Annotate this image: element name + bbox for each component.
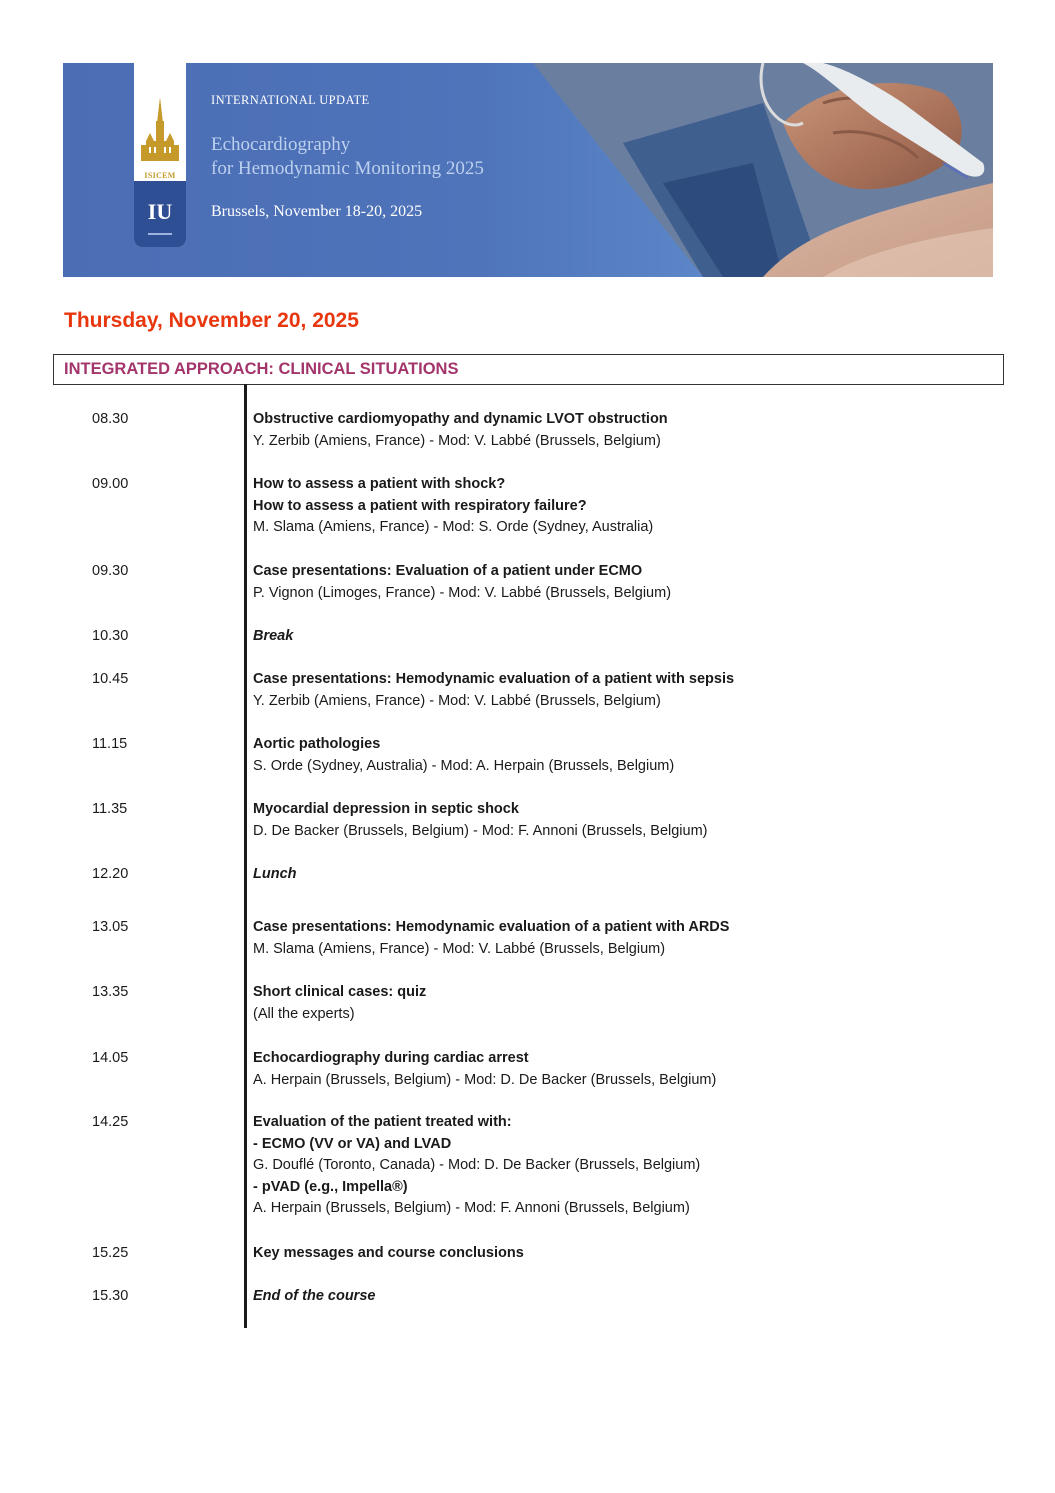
schedule-divider bbox=[244, 384, 247, 1328]
session-content bbox=[253, 1243, 993, 1265]
banner-title-line2: for Hemodynamic Monitoring 2025 bbox=[211, 158, 484, 179]
session-content bbox=[253, 1286, 993, 1308]
session-speakers: Y. Zerbib (Amiens, France) - Mod: V. Labbé (Brussels, Belgium) bbox=[253, 432, 661, 449]
section-title: INTEGRATED APPROACH: CLINICAL SITUATIONS bbox=[64, 360, 459, 378]
day-title: Thursday, November 20, 2025 bbox=[64, 309, 359, 332]
session-title: Case presentations: Hemodynamic evaluation of a patient with ARDS bbox=[253, 919, 730, 935]
session-speakers: G. Douflé (Toronto, Canada) - Mod: D. De Backer (Brussels, Belgium) bbox=[253, 1157, 701, 1173]
session-speakers: D. De Backer (Brussels, Belgium) - Mod: F. Annoni (Brussels, Belgium) bbox=[253, 822, 708, 839]
logo-org-text: ISICEM bbox=[144, 171, 176, 180]
session-content bbox=[253, 669, 993, 712]
session-time: 14.05 bbox=[92, 1050, 129, 1066]
session-time: 14.25 bbox=[92, 1114, 129, 1130]
header-banner bbox=[63, 63, 993, 277]
session-speakers: P. Vignon (Limoges, France) - Mod: V. Labbé (Brussels, Belgium) bbox=[253, 584, 672, 601]
session-speakers: (All the experts) bbox=[253, 1005, 355, 1022]
lunch-label: Lunch bbox=[253, 866, 297, 882]
session-time: 10.45 bbox=[92, 671, 129, 687]
session-title: Obstructive cardiomyopathy and dynamic LVOT obstruction bbox=[253, 411, 668, 427]
session-title: How to assess a patient with shock? bbox=[253, 476, 506, 492]
session-subtitle: - ECMO (VV or VA) and LVAD bbox=[253, 1135, 452, 1152]
session-title: Short clinical cases: quiz bbox=[253, 984, 427, 1000]
session-time: 09.00 bbox=[92, 476, 129, 492]
session-content bbox=[253, 474, 993, 539]
logo-underline bbox=[148, 233, 172, 235]
cathedral-icon bbox=[134, 63, 186, 169]
session-title: Case presentations: Hemodynamic evaluation of a patient with sepsis bbox=[253, 671, 735, 687]
session-speakers: M. Slama (Amiens, France) - Mod: V. Labbé (Brussels, Belgium) bbox=[253, 940, 666, 957]
session-content bbox=[253, 1112, 993, 1220]
session-time: 09.30 bbox=[92, 563, 129, 579]
session-time: 13.05 bbox=[92, 919, 129, 935]
session-content bbox=[253, 864, 993, 886]
session-speakers: S. Orde (Sydney, Australia) - Mod: A. Herpain (Brussels, Belgium) bbox=[253, 757, 675, 774]
session-content bbox=[253, 1048, 993, 1091]
banner-title-line1: Echocardiography bbox=[211, 134, 351, 155]
session-content bbox=[253, 734, 993, 777]
session-subtitle: - pVAD (e.g., Impella®) bbox=[253, 1178, 408, 1195]
session-speakers: A. Herpain (Brussels, Belgium) - Mod: D. De Backer (Brussels, Belgium) bbox=[253, 1071, 717, 1088]
session-time: 11.15 bbox=[92, 736, 128, 752]
section-header bbox=[53, 354, 1004, 385]
session-title: Case presentations: Evaluation of a patient under ECMO bbox=[253, 563, 643, 579]
session-content bbox=[253, 409, 993, 452]
session-title: Myocardial depression in septic shock bbox=[253, 801, 519, 817]
session-title: Key messages and course conclusions bbox=[253, 1245, 524, 1261]
iu-logo bbox=[134, 181, 186, 247]
banner-location-date: Brussels, November 18-20, 2025 bbox=[211, 203, 423, 220]
session-time: 10.30 bbox=[92, 628, 129, 644]
banner-kicker: INTERNATIONAL UPDATE bbox=[211, 93, 370, 107]
session-title: Aortic pathologies bbox=[253, 736, 381, 752]
session-title: Evaluation of the patient treated with: bbox=[253, 1114, 512, 1130]
ultrasound-photo bbox=[63, 63, 993, 277]
session-time: 15.30 bbox=[92, 1288, 129, 1304]
session-title: Echocardiography during cardiac arrest bbox=[253, 1050, 529, 1066]
session-content bbox=[253, 982, 993, 1025]
session-time: 15.25 bbox=[92, 1245, 129, 1261]
session-speakers: M. Slama (Amiens, France) - Mod: S. Orde (Sydney, Australia) bbox=[253, 519, 654, 535]
session-time: 12.20 bbox=[92, 866, 129, 882]
session-title: How to assess a patient with respiratory failure? bbox=[253, 497, 587, 514]
session-time: 13.35 bbox=[92, 984, 129, 1000]
break-label: Break bbox=[253, 628, 294, 644]
session-content bbox=[253, 626, 993, 648]
session-time: 08.30 bbox=[92, 411, 129, 427]
session-content bbox=[253, 917, 993, 960]
session-content bbox=[253, 561, 993, 604]
session-time: 11.35 bbox=[92, 801, 128, 817]
logo-short-text: IU bbox=[147, 199, 173, 224]
session-content bbox=[253, 799, 993, 842]
session-speakers: A. Herpain (Brussels, Belgium) - Mod: F. Annoni (Brussels, Belgium) bbox=[253, 1200, 690, 1216]
end-label: End of the course bbox=[253, 1288, 376, 1304]
session-speakers: Y. Zerbib (Amiens, France) - Mod: V. Labbé (Brussels, Belgium) bbox=[253, 692, 661, 709]
